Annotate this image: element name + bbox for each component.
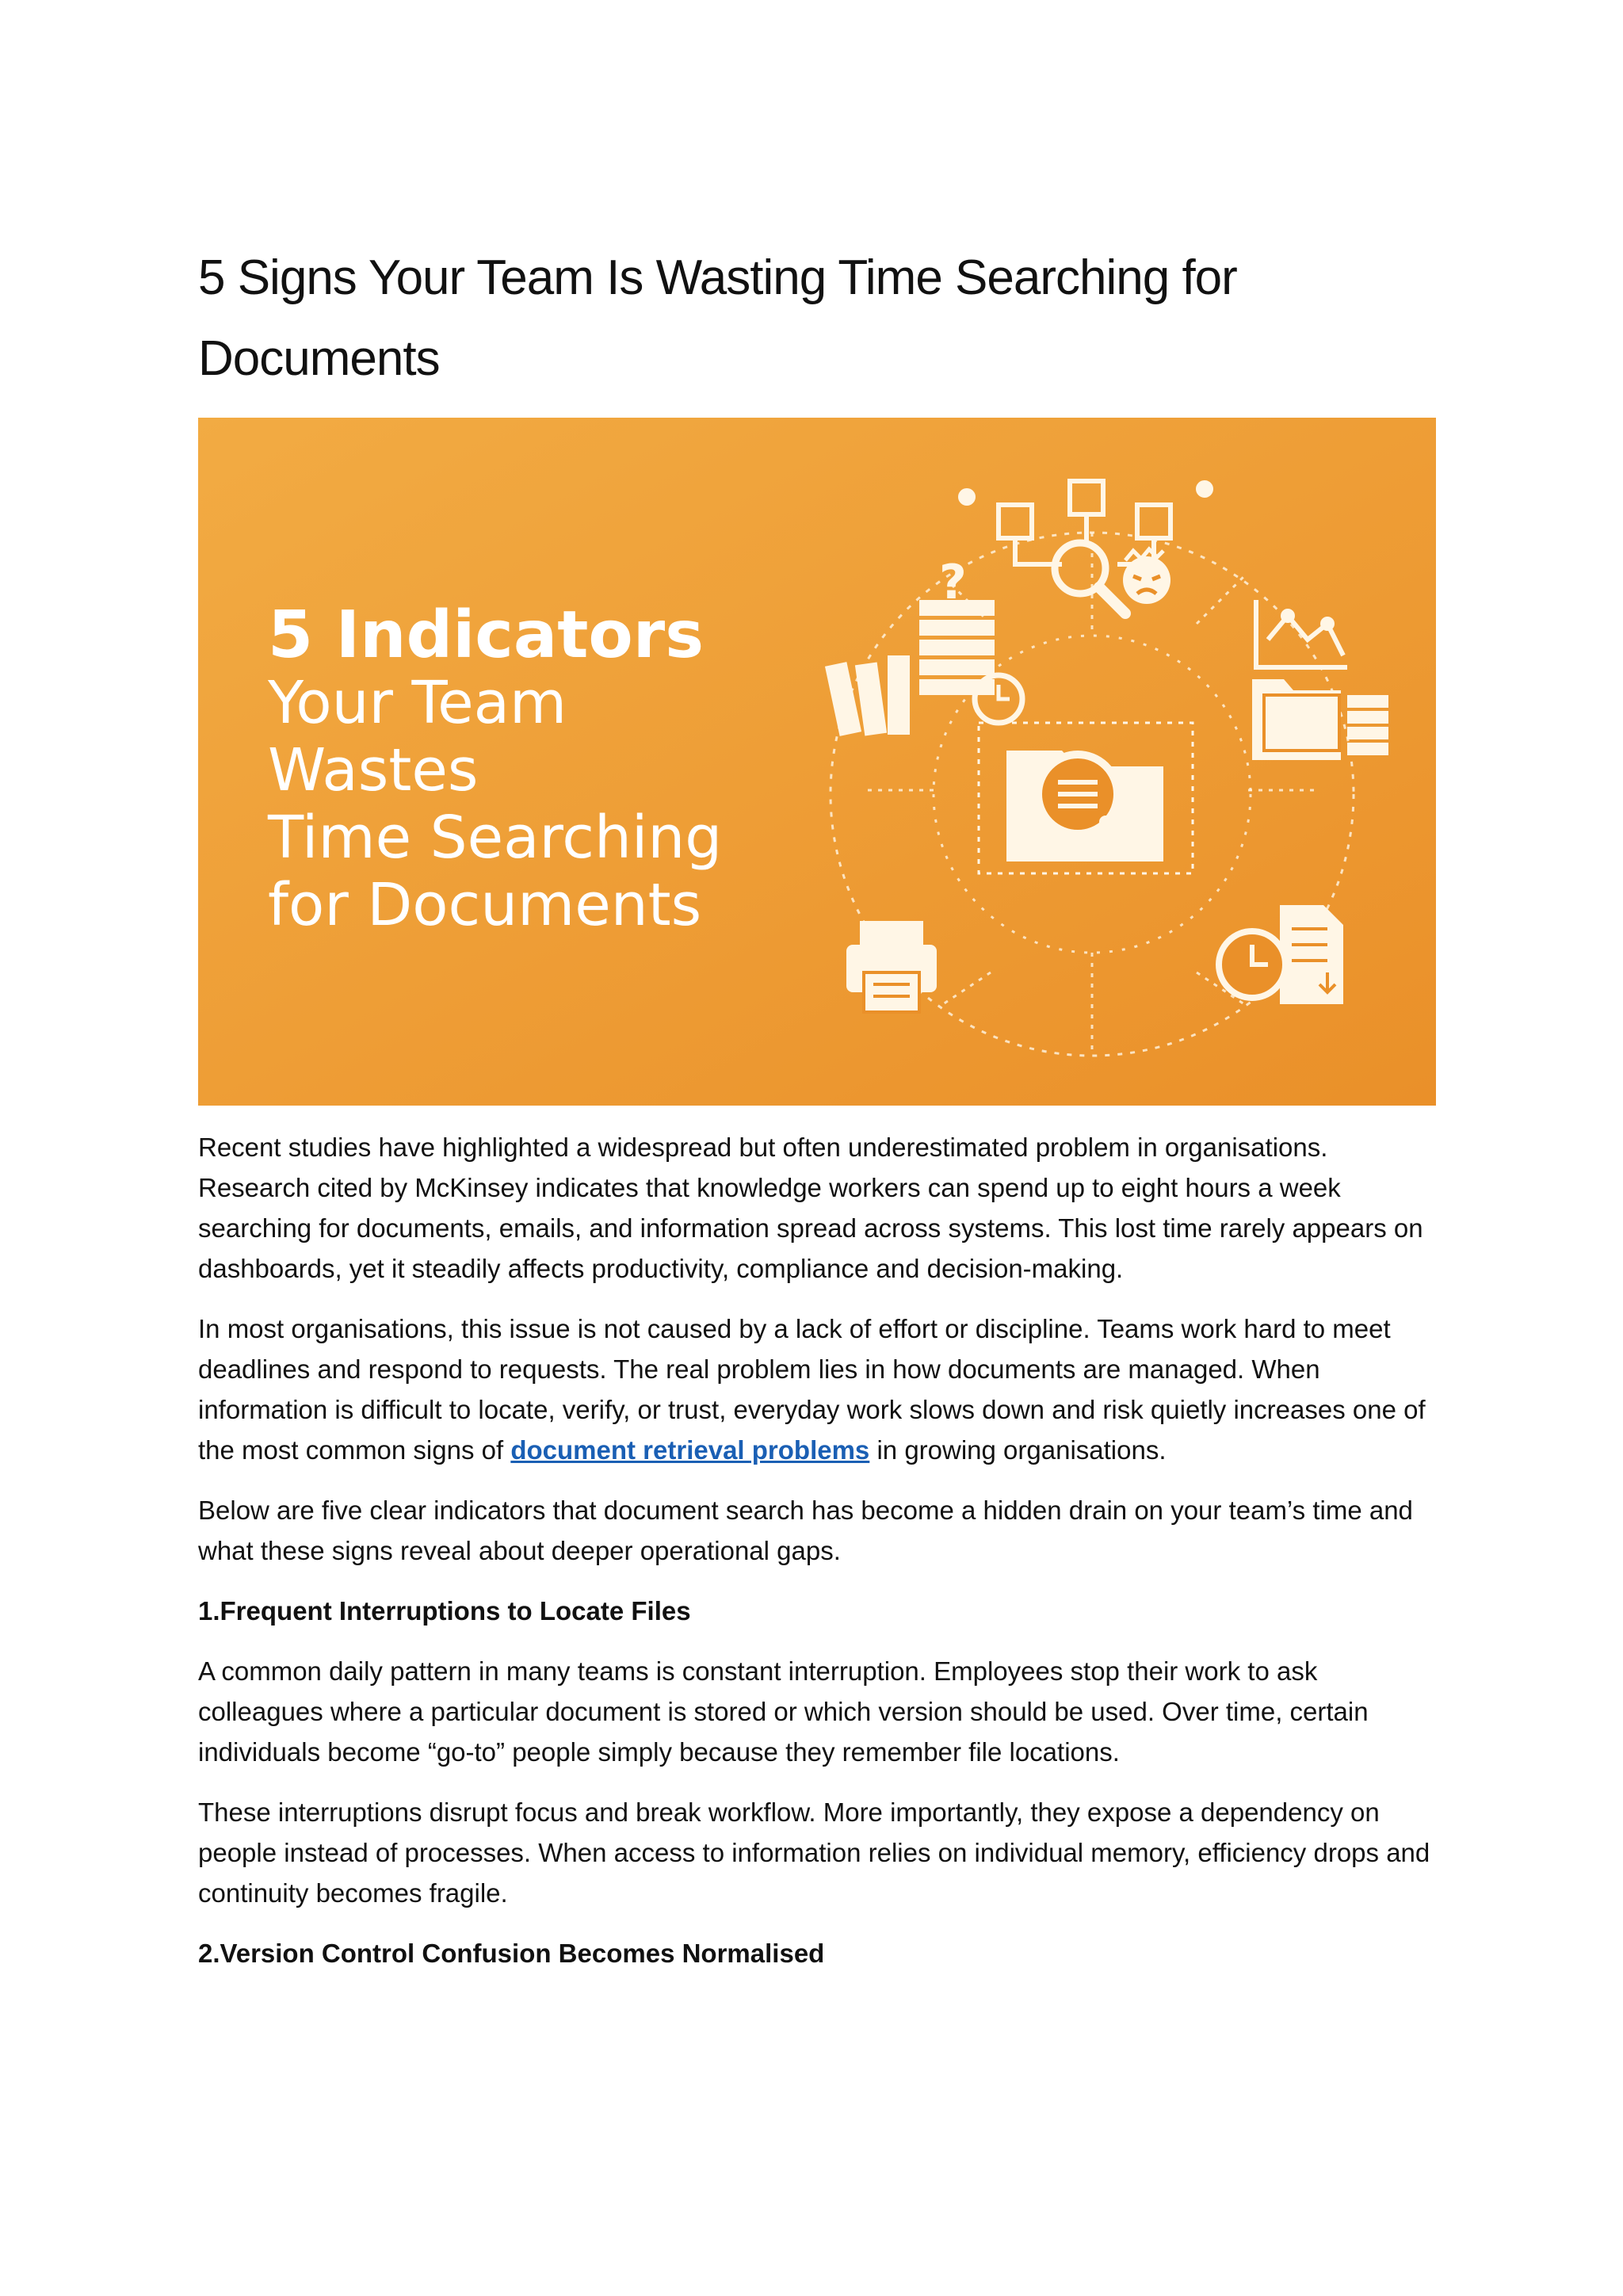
context-text-before: In most organisations, this issue is not caused by a lack of effort or discipline. Teams work hard to meet deadlines and respond to requests. The real problem lies in how documents are managed. When information is difficult to locate, verify, or trust, everyday work slows down and risk quietly increases one of the most common signs of <box>198 1314 1426 1465</box>
hero-headline: 5 Indicators <box>268 598 705 673</box>
hero-image <box>198 418 1436 1106</box>
hero-line-1: Your Team <box>268 669 567 737</box>
section-1-paragraph-1: A common daily pattern in many teams is constant interruption. Employees stop their work to ask colleagues where a particular document is stored or which version should be used. Over time, certain individuals become “go-to” people simply because they remember file locations. <box>198 1656 1369 1767</box>
article-title: 5 Signs Your Team Is Wasting Time Searching for Documents <box>198 250 1237 386</box>
section-2-heading: 2.Version Control Confusion Becomes Normalised <box>198 1939 825 1968</box>
document-retrieval-problems-link[interactable]: document retrieval problems <box>510 1435 870 1465</box>
article-body <box>198 1127 1436 1993</box>
section-1-heading: 1.Frequent Interruptions to Locate Files <box>198 1596 691 1626</box>
hero-line-2: Wastes <box>268 736 479 804</box>
overview-paragraph: Below are five clear indicators that document search has become a hidden drain on your team’s time and what these signs reveal about deeper operational gaps. <box>198 1496 1413 1565</box>
hero-line-3: Time Searching <box>268 804 723 872</box>
svg-text:?: ? <box>939 555 967 610</box>
context-text-after: in growing organisations. <box>869 1435 1167 1465</box>
context-paragraph <box>198 1308 1436 1470</box>
intro-paragraph: Recent studies have highlighted a widespread but often underestimated problem in organisations. Research cited by McKinsey indicates that knowledge workers can spend up to eight hours a week searching for documents, emails, and information spread across systems. This lost time rarely appears on dashboards, yet it steadily affects productivity, compliance and decision-making. <box>198 1133 1423 1283</box>
section-1-paragraph-2: These interruptions disrupt focus and break workflow. More importantly, they expose a dependency on people instead of processes. When access to information relies on individual memory, efficiency drops and continuity becomes fragile. <box>198 1797 1430 1908</box>
hero-line-4: for Documents <box>268 871 702 939</box>
